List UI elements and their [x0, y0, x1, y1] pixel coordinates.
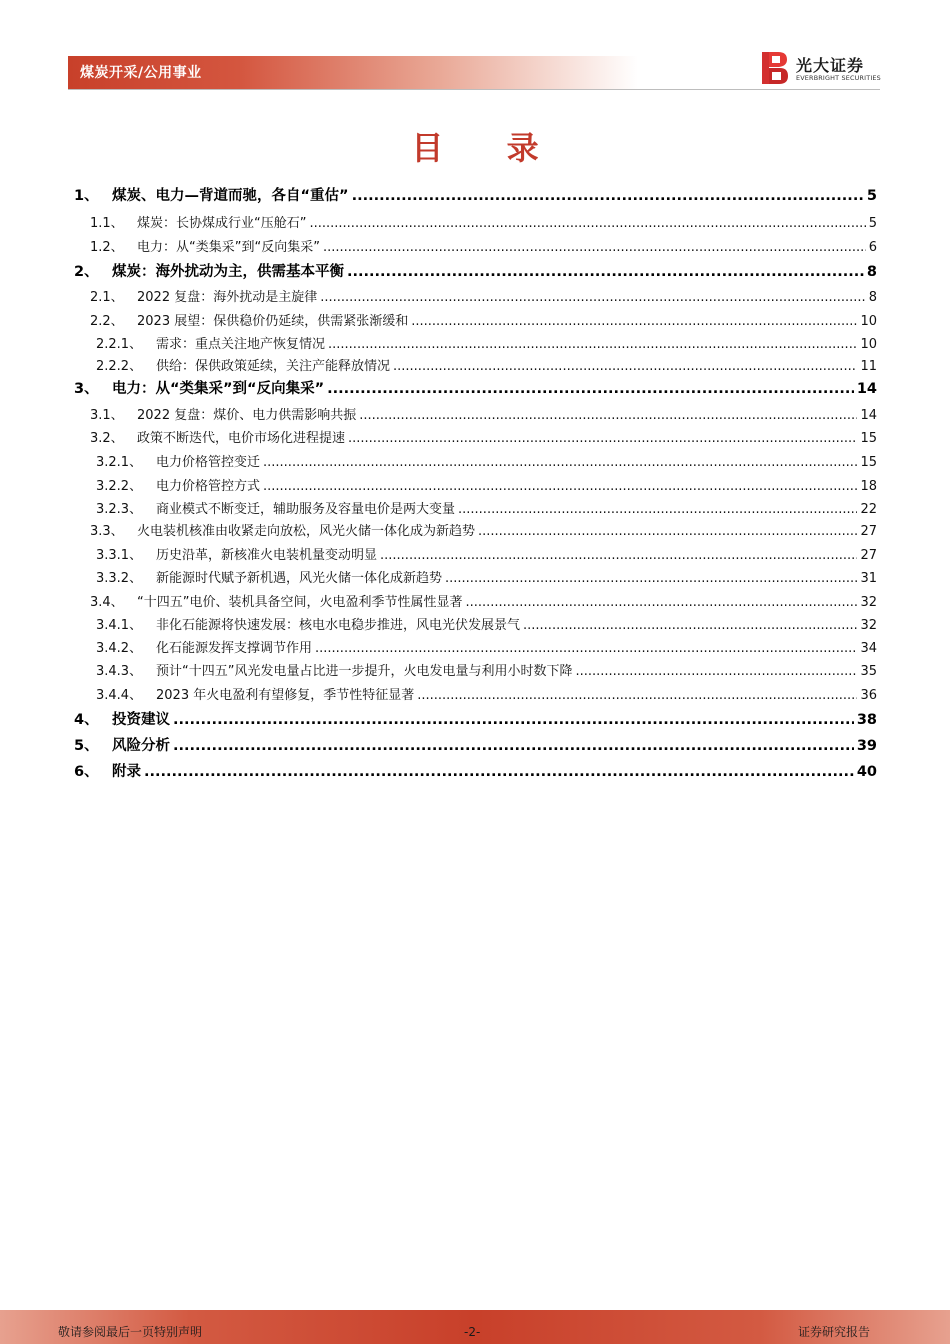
- toc-entry[interactable]: [74, 735, 877, 757]
- toc-entry-title: 2022 复盘：海外扰动是主旋律: [137, 290, 318, 305]
- toc-dot-leader: [458, 499, 857, 521]
- toc-entry-page: 40: [856, 764, 877, 780]
- toc-entry-page: 15: [860, 455, 877, 470]
- brand-subtitle: EVERBRIGHT SECURITIES: [796, 74, 881, 82]
- toc-entry-number: 3.1、: [90, 408, 124, 423]
- toc-entry-number: 3.4.1、: [96, 618, 143, 633]
- toc-dot-leader: [359, 405, 857, 427]
- toc-dot-leader: [315, 638, 857, 660]
- toc-entry-number: 3.2.3、: [96, 502, 143, 517]
- toc-entry-page: 38: [856, 712, 877, 728]
- toc-entry[interactable]: [74, 261, 877, 283]
- toc-entry[interactable]: [96, 615, 877, 637]
- toc-entry[interactable]: [74, 761, 877, 783]
- toc-entry-page: 27: [860, 524, 877, 539]
- toc-entry-title: 政策不断迭代，电价市场化进程提速: [137, 431, 346, 446]
- toc-dot-leader: [411, 311, 857, 333]
- toc-entry-number: 3.4.2、: [96, 641, 143, 656]
- toc-entry[interactable]: [96, 499, 877, 521]
- toc-entry-number: 3.4.3、: [96, 664, 143, 679]
- toc-dot-leader: [348, 428, 857, 450]
- toc-entry[interactable]: [96, 334, 877, 356]
- toc-entry[interactable]: [90, 311, 877, 333]
- toc-entry-page: 22: [860, 502, 877, 517]
- toc-entry-title: 煤炭：长协煤成行业“压舱石”: [137, 216, 307, 231]
- toc-dot-leader: [144, 761, 854, 783]
- toc-entry-page: 18: [860, 479, 877, 494]
- toc-entry-number: 4、: [74, 712, 99, 728]
- toc-entry-page: 6: [868, 240, 877, 255]
- toc-dot-leader: [323, 237, 866, 259]
- toc-entry-page: 14: [856, 381, 877, 397]
- toc-entry-number: 2.2.1、: [96, 337, 143, 352]
- toc-entry-title: 需求：重点关注地产恢复情况: [156, 337, 326, 352]
- toc-entry-number: 1.2、: [90, 240, 124, 255]
- toc-entry-number: 3.2.2、: [96, 479, 143, 494]
- footer-report-type: 证券研究报告: [798, 1325, 871, 1339]
- toc-entry-page: 32: [860, 595, 877, 610]
- toc-entry-title: 非化石能源将快速发展：核电水电稳步推进，风电光伏发展景气: [156, 618, 521, 633]
- toc-entry[interactable]: [90, 592, 877, 614]
- toc-entry-number: 3.4、: [90, 595, 124, 610]
- toc-entry-number: 2.1、: [90, 290, 124, 305]
- toc-title: 目 录: [411, 129, 565, 167]
- toc-entry-title: 预计“十四五”风光发电量占比进一步提升，火电发电量与利用小时数下降: [156, 664, 573, 679]
- toc-entry-title: 2022 复盘：煤价、电力供需影响共振: [137, 408, 357, 423]
- toc-entry-page: 8: [866, 264, 877, 280]
- toc-entry[interactable]: [90, 521, 877, 543]
- toc-entry[interactable]: [74, 378, 877, 400]
- toc-dot-leader: [465, 592, 857, 614]
- toc-entry[interactable]: [96, 545, 877, 567]
- toc-dot-leader: [445, 568, 857, 590]
- toc-entry-title: 电力价格管控变迁: [156, 455, 261, 470]
- toc-dot-leader: [327, 378, 854, 400]
- toc-entry-title: 化石能源发挥支撑调节作用: [156, 641, 313, 656]
- toc-entry-title: 供给：保供政策延续，关注产能释放情况: [156, 359, 391, 374]
- toc-entry-number: 6、: [74, 764, 99, 780]
- toc-entry[interactable]: [96, 356, 877, 378]
- toc-entry[interactable]: [74, 709, 877, 731]
- toc-entry-title: 火电装机核准由收紧走向放松，风光火储一体化成为新趋势: [137, 524, 476, 539]
- toc-entry-title: 附录: [112, 764, 141, 780]
- toc-entry[interactable]: [96, 685, 877, 707]
- toc-entry-page: 11: [860, 359, 877, 374]
- toc-entry-title: 商业模式不断变迁，辅助服务及容量电价是两大变量: [156, 502, 456, 517]
- toc-entry-number: 1、: [74, 188, 99, 204]
- footer-page-number: -2-: [464, 1325, 481, 1339]
- toc-entry-title: 煤炭、电力—背道而驰，各自“重估”: [112, 188, 349, 204]
- toc-dot-leader: [347, 261, 864, 283]
- toc-entry-page: 35: [860, 664, 877, 679]
- toc-entry-number: 3、: [74, 381, 99, 397]
- toc-entry-number: 3.4.4、: [96, 688, 143, 703]
- toc-entry-title: 电力：从“类集采”到“反向集采”: [137, 240, 320, 255]
- toc-dot-leader: [320, 287, 866, 309]
- brand-logo: [760, 51, 885, 87]
- toc-entry-title: 煤炭：海外扰动为主，供需基本平衡: [112, 264, 344, 280]
- toc-entry[interactable]: [96, 661, 877, 683]
- toc-entry[interactable]: [96, 568, 877, 590]
- header-divider: [68, 89, 880, 90]
- toc-dot-leader: [309, 213, 865, 235]
- toc-entry-page: 15: [860, 431, 877, 446]
- toc-entry-title: 2023 展望：保供稳价仍延续，供需紧张渐缓和: [137, 314, 409, 329]
- toc-entry-number: 3.2、: [90, 431, 124, 446]
- toc-entry-number: 2.2、: [90, 314, 124, 329]
- toc-dot-leader: [417, 685, 857, 707]
- toc-entry-number: 5、: [74, 738, 99, 754]
- toc-entry-page: 39: [856, 738, 877, 754]
- toc-entry-number: 3.3.2、: [96, 571, 143, 586]
- toc-entry-title: 2023 年火电盈利有望修复，季节性特征显著: [156, 688, 415, 703]
- toc-entry-page: 36: [860, 688, 877, 703]
- toc-dot-leader: [263, 452, 857, 474]
- toc-dot-leader: [380, 545, 857, 567]
- toc-entry-page: 14: [860, 408, 877, 423]
- toc-entry[interactable]: [90, 405, 877, 427]
- toc-entry-title: 电力价格管控方式: [156, 479, 261, 494]
- toc-entry[interactable]: [96, 476, 877, 498]
- brand-name: 光大证券: [796, 56, 865, 75]
- toc-entry-page: 8: [868, 290, 877, 305]
- toc-entry-title: 新能源时代赋予新机遇，风光火储一体化成新趋势: [156, 571, 443, 586]
- toc-dot-leader: [263, 476, 857, 498]
- toc-entry[interactable]: [90, 213, 877, 235]
- toc-dot-leader: [523, 615, 857, 637]
- section-label: 煤炭开采/公用事业: [80, 65, 202, 81]
- footer-disclaimer: 敬请参阅最后一页特别声明: [58, 1325, 203, 1339]
- toc-entry[interactable]: [96, 452, 877, 474]
- toc-entry-title: 投资建议: [112, 712, 170, 728]
- toc-entry-number: 1.1、: [90, 216, 124, 231]
- toc-dot-leader: [352, 185, 864, 207]
- toc-entry-number: 3.2.1、: [96, 455, 143, 470]
- toc-entry-page: 5: [868, 216, 877, 231]
- toc-dot-leader: [173, 709, 854, 731]
- toc-dot-leader: [328, 334, 857, 356]
- toc-entry-number: 2、: [74, 264, 99, 280]
- toc-entry[interactable]: [90, 428, 877, 450]
- toc-entry[interactable]: [74, 185, 877, 207]
- toc-entry-title: 风险分析: [112, 738, 170, 754]
- toc-dot-leader: [575, 661, 857, 683]
- toc-dot-leader: [173, 735, 854, 757]
- toc-entry-page: 10: [860, 314, 877, 329]
- toc-entry[interactable]: [96, 638, 877, 660]
- toc-entry-number: 3.3.1、: [96, 548, 143, 563]
- toc-entry-page: 34: [860, 641, 877, 656]
- toc-entry-page: 31: [860, 571, 877, 586]
- toc-entry-page: 27: [860, 548, 877, 563]
- toc-entry-number: 3.3、: [90, 524, 124, 539]
- toc-entry-title: 历史沿革，新核准火电装机量变动明显: [156, 548, 378, 563]
- toc-entry-page: 5: [866, 188, 877, 204]
- toc-dot-leader: [478, 521, 857, 543]
- toc-entry-title: 电力：从“类集采”到“反向集采”: [112, 381, 325, 397]
- toc-entry[interactable]: [90, 237, 877, 259]
- toc-entry[interactable]: [90, 287, 877, 309]
- toc-entry-page: 32: [860, 618, 877, 633]
- toc-entry-title: “十四五”电价、装机具备空间，火电盈利季节性属性显著: [137, 595, 463, 610]
- toc-entry-page: 10: [860, 337, 877, 352]
- toc-entry-number: 2.2.2、: [96, 359, 143, 374]
- toc-dot-leader: [393, 356, 857, 378]
- everbright-logo-icon: [760, 51, 790, 85]
